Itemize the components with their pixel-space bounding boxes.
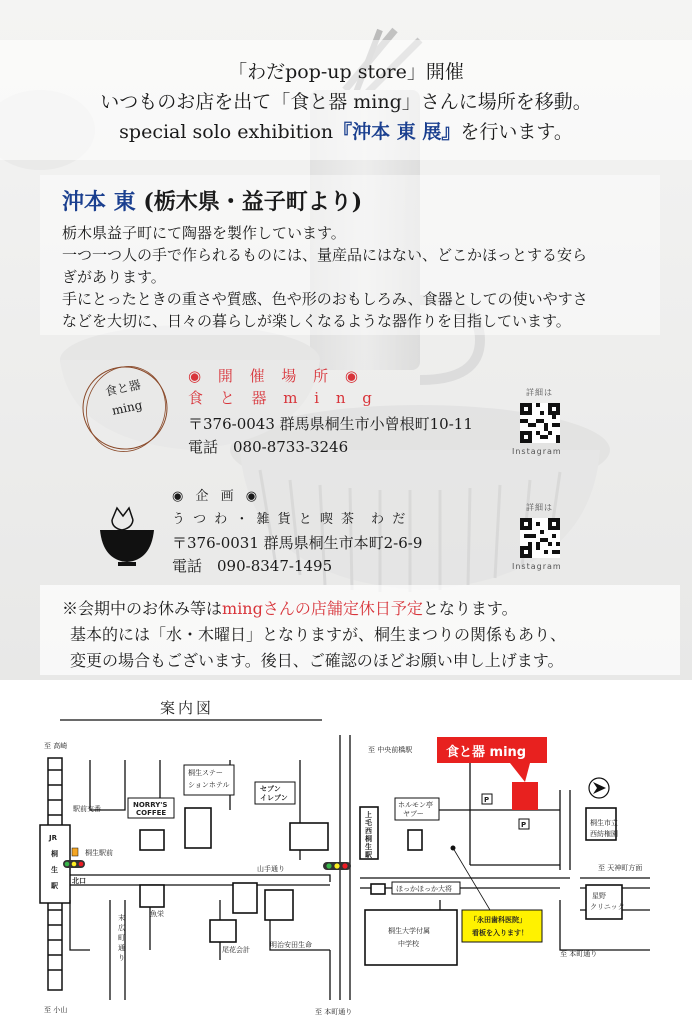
hotel-label: ションホテル: [188, 781, 230, 789]
hall-label: 西紡権園: [590, 830, 618, 838]
kitaguchi-label: 北口: [72, 877, 86, 885]
traffic-light: [323, 862, 351, 870]
organizer-phone: 電話 090-8347-1495: [172, 557, 333, 575]
guide-map: [0, 690, 692, 1024]
direction-tenjin: 至 天神町方面: [598, 864, 643, 872]
artist-origin: (栃木県・益子町より): [135, 189, 363, 215]
notice-line-1-red: mingさんの店舗定休日予定: [222, 599, 423, 618]
jr-label: 生: [51, 866, 58, 874]
organizer-address: 〒376-0031 群馬県桐生市本町2-6-9: [172, 534, 423, 552]
organizer-label: ◉ 企 画 ◉: [172, 489, 262, 504]
horumon-label: ヤブー: [403, 810, 424, 818]
organizer-name: う つ わ ・ 雑 貨 と 喫 茶 わ だ: [172, 512, 408, 527]
joumo-label: 生: [365, 843, 372, 851]
description-line: ぎがあります。: [62, 268, 166, 286]
venue-address: 〒376-0043 群馬県桐生市小曾根町10-11: [188, 415, 473, 433]
notice-line-3: 変更の場合もございます。後日、ご確認のほどお願い申し上げます。: [70, 651, 564, 670]
nagata-sign: [462, 910, 542, 942]
ming-callout-label: 食と器 ming: [446, 745, 527, 760]
nagata-dot: [451, 846, 456, 851]
norrys-label: COFFEE: [136, 809, 167, 817]
koban-label: 駅前交番: [73, 805, 101, 813]
organizer-qr-caption: Instagram: [512, 562, 562, 571]
direction-honmachi-bottom: 至 本町通り: [315, 1008, 353, 1016]
compass-icon: [589, 778, 609, 798]
uoei-label: 魚栄: [150, 910, 164, 918]
direction-chuo: 至 中央前橋駅: [368, 746, 413, 754]
artist-name: 沖本 東: [62, 189, 136, 215]
venue-label: ◉ 開 催 場 所 ◉: [188, 367, 365, 385]
suehiro-label: 末: [118, 914, 125, 922]
suehiro-label: り: [118, 954, 125, 962]
direction-oyama: 至 小山: [44, 1006, 68, 1014]
notice-line-1-pre: ※会期中のお休み等は: [62, 599, 223, 618]
artist-heading: [62, 185, 362, 216]
notice-line-2: 基本的には「水・木曜日」となりますが、桐生まつりの関係もあり、: [70, 625, 567, 644]
description-line: などを大切に、日々の暮らしが楽しくなるような器作りを目指しています。: [62, 312, 571, 330]
joumo-label: 駅: [365, 851, 372, 859]
seven-label: セブン: [260, 785, 281, 793]
meiji-label: 明治安田生命: [270, 941, 312, 949]
exhibition-title: 『沖本 東 展』: [333, 121, 461, 143]
hotel-label: 桐生ステー: [188, 769, 223, 777]
koban-marker: [72, 848, 78, 856]
notice-line-1-post: となります。: [422, 599, 518, 618]
joumo-label: 毛: [365, 819, 372, 827]
ming-callout-pointer: [510, 763, 530, 782]
venue-qr-caption: Instagram: [512, 447, 562, 456]
horumon-label: ホルモン亭: [398, 801, 433, 809]
nagata-label: 看板を入ります！: [472, 929, 528, 937]
description-line: 一つ一つ人の手で作られるものには、量産品にはない、どこかほっとする安ら: [62, 246, 588, 264]
norrys-label: NORRY'S: [133, 801, 168, 809]
joumo-label: 上: [365, 811, 372, 819]
traffic-light: [63, 860, 85, 868]
organizer-qr-code[interactable]: [520, 518, 560, 558]
jr-label: JR: [49, 834, 57, 842]
hokka-label: ほっかほっか大将: [396, 885, 452, 893]
headline-line-1: 「わだpop-up store」開催: [228, 61, 464, 83]
yamate-label: 山手通り: [257, 865, 285, 873]
jr-label: 駅: [51, 882, 58, 890]
obana-label: 尾花会計: [222, 946, 250, 954]
seven-label: イレブン: [260, 794, 288, 802]
headline-line-3-pre: special solo exhibition: [119, 121, 334, 143]
headline-line-3: [0, 118, 692, 146]
suehiro-label: 町: [118, 934, 125, 942]
school-label: 中学校: [398, 940, 419, 948]
suehiro-label: 通: [118, 944, 125, 952]
organizer-qr-label: 詳細は: [526, 503, 553, 512]
direction-honmachi-right: 至 本町通り: [560, 950, 598, 958]
map-roads: [70, 735, 650, 1000]
joumo-label: 西: [365, 827, 372, 835]
jr-railway: [40, 758, 70, 990]
direction-takasaki: 至 高崎: [44, 742, 68, 750]
hall-label: 桐生市立: [590, 819, 618, 827]
wada-cat-logo: [92, 490, 162, 570]
venue-qr-code[interactable]: [520, 403, 560, 443]
nagata-label: 「永田歯科医院」: [470, 916, 526, 924]
school-label: 桐生大学付属: [388, 927, 430, 935]
description-line: 栃木県益子町にて陶器を製作しています。: [62, 224, 346, 242]
description-line: 手にとったときの重さや質感、色や形のおもしろみ、食器としての使いやすさ: [62, 290, 588, 308]
kiryu-ekimae-label: 桐生駅前: [85, 849, 113, 857]
map-buildings: [140, 807, 622, 965]
venue-phone: 電話 080-8733-3246: [188, 438, 349, 456]
clinic-label: 星野: [592, 892, 606, 900]
parking-label: P: [521, 821, 527, 829]
jr-label: 桐: [51, 850, 58, 858]
venue-qr-label: 詳細は: [526, 388, 553, 397]
ming-location-marker: [512, 782, 538, 810]
joumo-label: 桐: [365, 835, 372, 843]
venue-name: 食 と 器 m i n g: [188, 389, 378, 407]
holiday-notice: [62, 596, 682, 674]
nagata-pointer: [453, 848, 490, 910]
suehiro-label: 広: [118, 924, 125, 932]
parking-label: P: [484, 796, 490, 804]
ming-logo-text: 食と器 ming: [103, 377, 144, 418]
headline-line-3-post: を行います。: [460, 121, 573, 143]
headline-line-2: いつものお店を出て「食と器 ming」さんに場所を移動。: [100, 91, 592, 113]
artist-description: [62, 222, 652, 332]
map-title: 案内図: [160, 699, 215, 717]
clinic-label: クリニック: [590, 903, 625, 911]
notice-line-1: [62, 596, 682, 622]
